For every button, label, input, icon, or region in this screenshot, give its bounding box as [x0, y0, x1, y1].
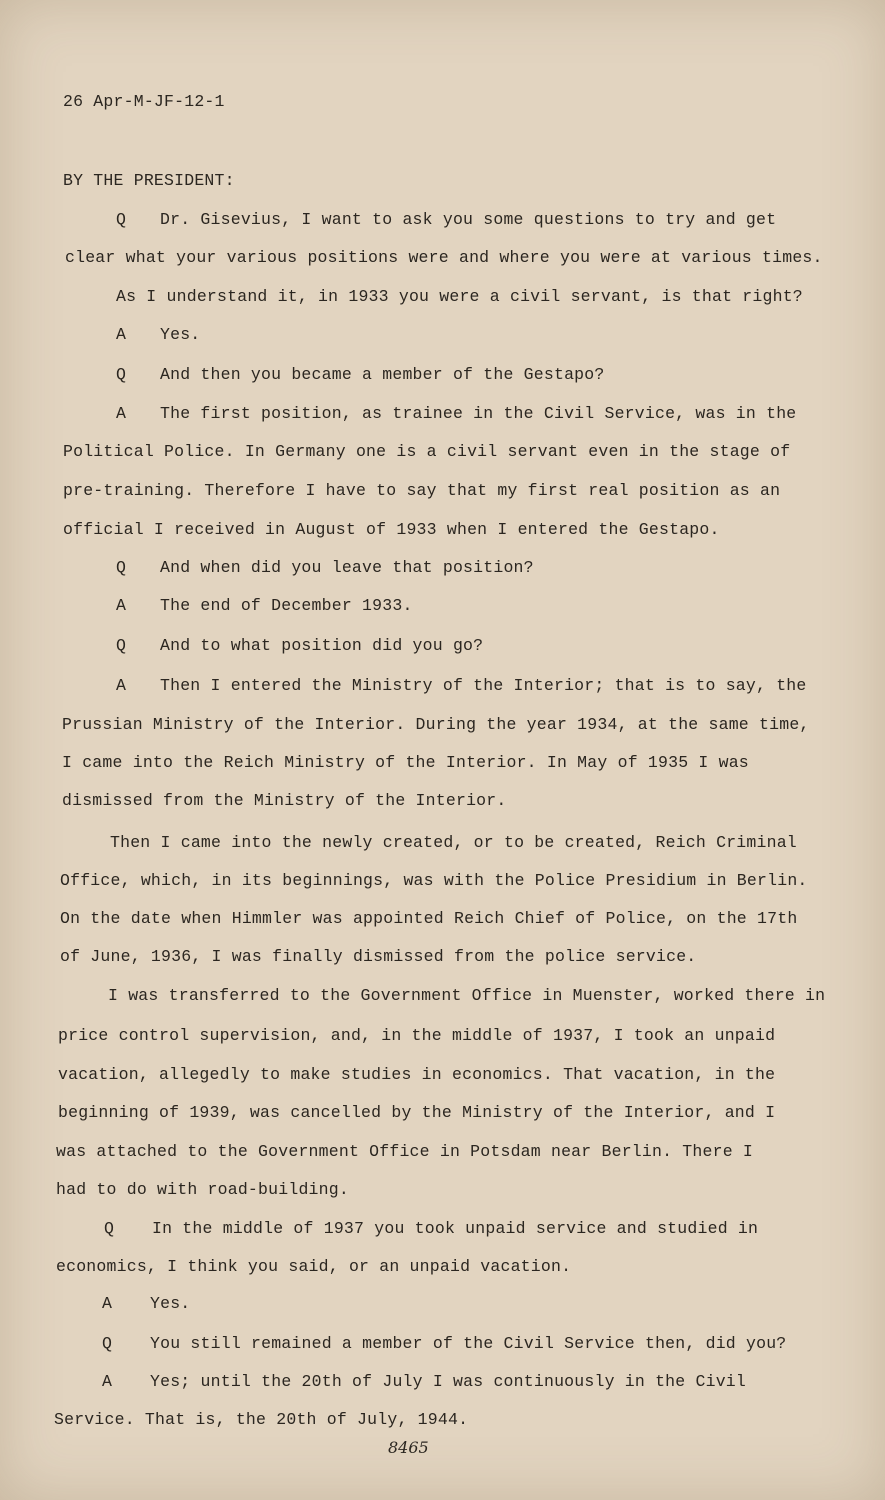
speaker-label: A [102, 1294, 112, 1313]
document-reference: 26 Apr-M-JF-12-1 [63, 92, 225, 111]
transcript-line: clear what your various positions were and where you were at various times. [65, 248, 823, 267]
transcript-line: In the middle of 1937 you took unpaid service and studied in [152, 1219, 759, 1238]
transcript-line: Prussian Ministry of the Interior. During the year 1934, at the same time, [62, 715, 810, 734]
speaker-label: A [116, 404, 126, 423]
transcript-line: Then I entered the Ministry of the Interior; that is to say, the [160, 676, 807, 695]
transcript-line: And to what position did you go? [160, 636, 484, 655]
transcript-line: And then you became a member of the Gestapo? [160, 365, 605, 384]
speaker-label: A [116, 676, 126, 695]
transcript-line: price control supervision, and, in the middle of 1937, I took an unpaid [58, 1026, 776, 1045]
page-number: 8465 [388, 1438, 429, 1457]
speaker-label: Q [116, 210, 126, 229]
transcript-line: was attached to the Government Office in Potsdam near Berlin. There I [56, 1142, 754, 1161]
transcript-line: Then I came into the newly created, or to be created, Reich Criminal [110, 833, 797, 852]
transcript-line: beginning of 1939, was cancelled by the Ministry of the Interior, and I [58, 1103, 776, 1122]
transcript-line: Yes; until the 20th of July I was continuously in the Civil [150, 1372, 746, 1391]
speaker-label: Q [102, 1334, 112, 1353]
transcript-line: Service. That is, the 20th of July, 1944. [54, 1410, 469, 1429]
transcript-line: On the date when Himmler was appointed Reich Chief of Police, on the 17th [60, 909, 798, 928]
transcript-line: Yes. [160, 325, 201, 344]
transcript-line: The end of December 1933. [160, 596, 413, 615]
transcript-line: pre-training. Therefore I have to say that my first real position as an [63, 481, 781, 500]
transcript-line: You still remained a member of the Civil Service then, did you? [150, 1334, 787, 1353]
speaker-label: Q [104, 1219, 114, 1238]
transcript-line: I came into the Reich Ministry of the Interior. In May of 1935 I was [62, 753, 749, 772]
transcript-line: The first position, as trainee in the Civil Service, was in the [160, 404, 797, 423]
transcript-line: had to do with road-building. [56, 1180, 349, 1199]
transcript-line: And when did you leave that position? [160, 558, 534, 577]
speaker-label: Q [116, 636, 126, 655]
transcript-line: As I understand it, in 1933 you were a civil servant, is that right? [116, 287, 803, 306]
transcript-line: economics, I think you said, or an unpaid vacation. [56, 1257, 572, 1276]
transcript-line: vacation, allegedly to make studies in economics. That vacation, in the [58, 1065, 776, 1084]
transcript-line: dismissed from the Ministry of the Interior. [62, 791, 507, 810]
speaker-label: A [116, 325, 126, 344]
transcript-line: I was transferred to the Government Office in Muenster, worked there in [108, 986, 826, 1005]
transcript-line: of June, 1936, I was finally dismissed from the police service. [60, 947, 697, 966]
transcript-line: Dr. Gisevius, I want to ask you some questions to try and get [160, 210, 777, 229]
speaker-label: Q [116, 558, 126, 577]
speaker-label: A [116, 596, 126, 615]
transcript-line: official I received in August of 1933 when I entered the Gestapo. [63, 520, 720, 539]
transcript-line: Yes. [150, 1294, 191, 1313]
speaker-label: A [102, 1372, 112, 1391]
speaker-label: Q [116, 365, 126, 384]
transcript-line: Office, which, in its beginnings, was with the Police Presidium in Berlin. [60, 871, 808, 890]
transcript-line: Political Police. In Germany one is a civil servant even in the stage of [63, 442, 791, 461]
section-heading: BY THE PRESIDENT: [63, 171, 235, 190]
